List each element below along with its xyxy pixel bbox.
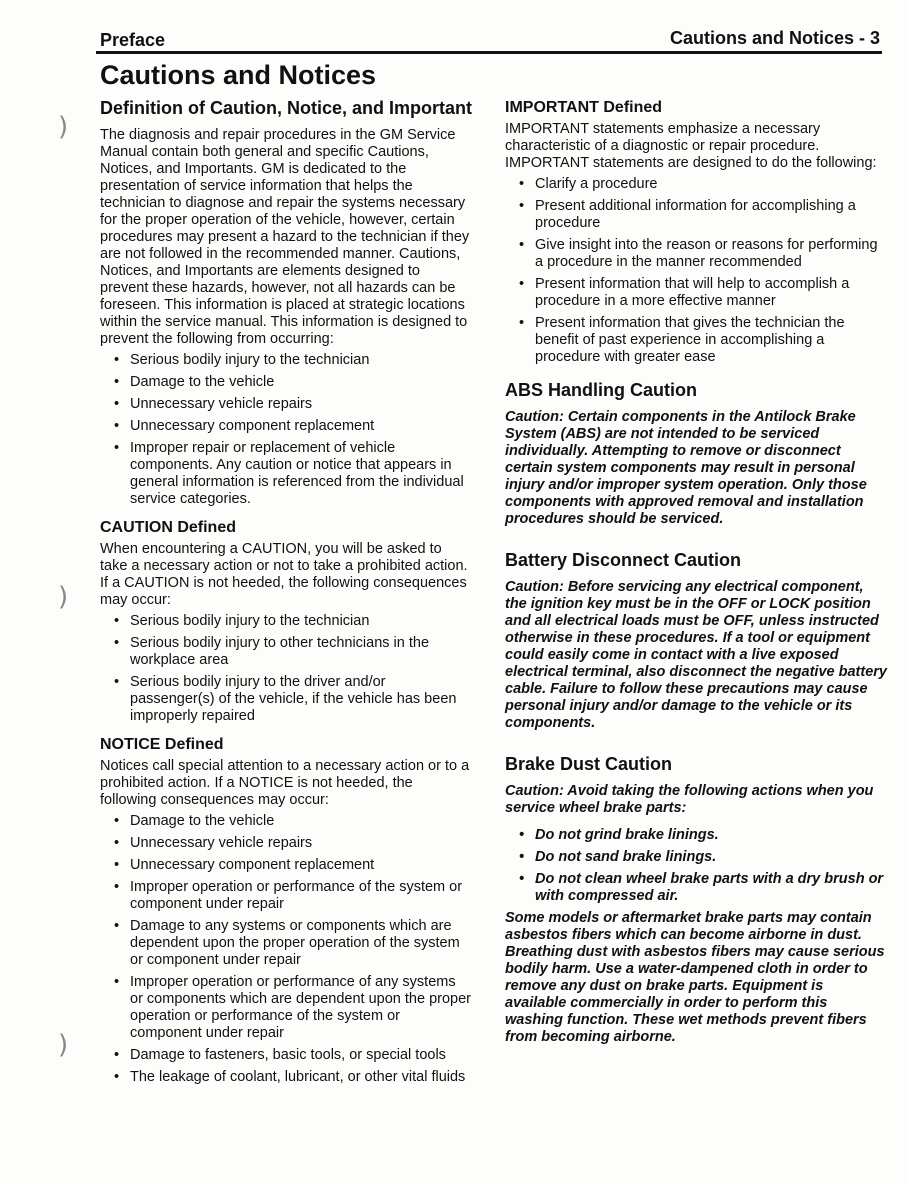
list-item [100,835,472,852]
definition-list [100,352,472,508]
brake-dust-caution: Caution: Avoid taking the following actions when you service wheel brake parts: [505,783,874,816]
bullet-icon: • [114,418,120,434]
list-item [505,276,887,310]
caution-defined-body: When encountering a CAUTION, you will be asked to take a necessary action or not to take a prohibited action. If a CAUTION is not heeded, the following consequences may occur: [100,541,468,608]
definition-heading: Definition of Caution, Notice, and Important [100,98,472,118]
important-defined-list [505,176,887,366]
definition-body: The diagnosis and repair procedures in the GM Service Manual contain both general and specific Cautions, Notices, and Importants. GM is dedicated to the presentation of service information that helps the technician to diagnose and repair the systems necessary for the proper operation of the vehicle, however, certain procedures may present a hazard to the technician if they are not followed in the recommended manner. Cautions, Notices, and Importants are elements designed to prevent these hazards, however, not all hazards can be foreseen. This information is placed at strategic locations within the service manual. This information is designed to prevent the following from occurring: [100,127,470,347]
list-item [100,440,472,508]
list-item [505,871,887,905]
list-item-text: Damage to fasteners, basic tools, or special tools [130,1047,446,1063]
bullet-icon: • [114,635,120,651]
bullet-icon: • [114,918,120,934]
list-item-text: Serious bodily injury to the technician [130,613,370,629]
list-item-text: Improper operation or performance of the system or component under repair [130,879,463,912]
list-item-text: Improper repair or replacement of vehicle components. Any caution or notice that appears in general information is referenced from the individual service categories. [130,440,464,507]
list-item-text: Damage to any systems or components which are dependent upon the proper operation of the system or component under repair [130,918,460,968]
list-item [100,974,472,1042]
list-item-text: Serious bodily injury to the technician [130,352,370,368]
list-item-text: Do not grind brake linings. [535,827,719,843]
list-item-text: Present information that will help to accomplish a procedure in a more effective manner [535,276,850,309]
page-title: Cautions and Notices [100,60,377,90]
abs-caution-text: Caution: Certain components in the Antilock Brake System (ABS) are not intended to be serviced individually. Attempting to remove or disconnect certain system components may result in personal injury and/or improper system operation. Only those components with approved removal and installation procedures should be serviced. [505,409,867,527]
list-item [100,396,472,413]
notice-defined-section [100,735,472,1086]
list-item [100,879,472,913]
notice-defined-list [100,813,472,1086]
definition-section [100,98,472,508]
bullet-icon: • [114,374,120,390]
battery-caution-text: Caution: Before servicing any electrical component, the ignition key must be in the OFF or LOCK position and all electrical loads must be OFF, unless instructed otherwise in these procedures. If a tool or equipment could easily come in contact with a live exposed electrical terminal, also disconnect the negative battery cable. Failure to follow these precautions may cause personal injury and/or damage to the vehicle or its components. [505,579,887,731]
battery-caution-heading: Battery Disconnect Caution [505,550,742,570]
list-item-text: The leakage of coolant, lubricant, or other vital fluids [130,1069,466,1085]
list-item [505,237,887,271]
left-column [100,98,472,1096]
bullet-icon: • [114,879,120,895]
list-item [100,674,472,725]
important-defined-section [505,98,887,366]
list-item [505,176,887,193]
list-item [505,315,887,366]
list-item [100,813,472,830]
running-title: Cautions and Notices - 3 [669,28,880,48]
brake-dust-closing: Some models or aftermarket brake parts may contain asbestos fibers which can become airborne in dust. Breathing dust with asbestos fibers may cause serious bodily harm. Use a water-dampened cloth in order to remove any dust on brake parts. Equipment is available commercially in order to perform this washing function. These wet methods prevent fibers from becoming airborne. [505,910,885,1045]
bullet-icon: • [114,1047,120,1063]
bullet-icon: • [114,835,120,851]
margin-mark: ) [58,112,69,142]
important-defined-heading: IMPORTANT Defined [505,99,663,116]
bullet-icon: • [519,237,525,253]
list-item [505,198,887,232]
abs-caution-heading: ABS Handling Caution [505,380,697,400]
list-item-text: Improper operation or performance of any systems or components which are dependent upon the proper operation or performance of the system or component under repair [130,974,471,1041]
caution-defined-list [100,613,472,725]
bullet-icon: • [114,613,120,629]
header-section: Preface [100,30,166,50]
list-item [100,857,472,874]
list-item [100,635,472,669]
list-item [100,374,472,391]
header-rule [96,51,882,54]
caution-defined-section [100,518,472,725]
list-item [100,352,472,369]
list-item [100,1047,472,1064]
brake-dust-heading: Brake Dust Caution [505,754,673,774]
list-item-text: Damage to the vehicle [130,813,275,829]
list-item-text: Damage to the vehicle [130,374,275,390]
caution-defined-heading: CAUTION Defined [100,519,236,536]
notice-defined-heading: NOTICE Defined [100,736,224,753]
bullet-icon: • [114,974,120,990]
abs-caution-section [505,380,887,528]
important-defined-body: IMPORTANT statements emphasize a necessary characteristic of a diagnostic or repair procedure. IMPORTANT statements are designed to do the following: [505,121,877,171]
bullet-icon: • [519,198,525,214]
bullet-icon: • [114,396,120,412]
bullet-icon: • [519,871,525,887]
bullet-icon: • [114,674,120,690]
list-item-text: Do not clean wheel brake parts with a dry brush or with compressed air. [535,871,884,904]
right-column [505,98,887,1056]
bullet-icon: • [519,176,525,192]
list-item-text: Unnecessary vehicle repairs [130,835,313,851]
list-item-text: Unnecessary vehicle repairs [130,396,313,412]
list-item [505,827,887,844]
list-item [100,613,472,630]
list-item-text: Clarify a procedure [535,176,658,192]
list-item-text: Give insight into the reason or reasons for performing a procedure in the manner recommended [535,237,878,270]
list-item [100,918,472,969]
list-item [505,849,887,866]
brake-dust-section [505,754,887,1046]
margin-mark: ) [58,582,69,612]
notice-defined-body: Notices call special attention to a necessary action or to a prohibited action. If a NOTICE is not heeded, the following consequences may occur: [100,758,470,808]
bullet-icon: • [519,315,525,331]
bullet-icon: • [519,849,525,865]
list-item-text: Unnecessary component replacement [130,857,375,873]
list-item-text: Present additional information for accomplishing a procedure [535,198,856,231]
bullet-icon: • [114,440,120,456]
list-item-text: Serious bodily injury to other technicians in the workplace area [130,635,430,668]
bullet-icon: • [114,352,120,368]
list-item [100,1069,472,1086]
bullet-icon: • [519,827,525,843]
list-item-text: Present information that gives the technician the benefit of past experience in accomplishing a procedure with greater ease [535,315,845,365]
list-item-text: Serious bodily injury to the driver and/or passenger(s) of the vehicle, if the vehicle has been improperly repaired [130,674,457,724]
margin-mark: ) [58,1030,69,1060]
bullet-icon: • [114,857,120,873]
list-item-text: Unnecessary component replacement [130,418,375,434]
list-item-text: Do not sand brake linings. [535,849,717,865]
battery-caution-section [505,550,887,732]
bullet-icon: • [114,813,120,829]
bullet-icon: • [519,276,525,292]
brake-dust-list [505,827,887,905]
bullet-icon: • [114,1069,120,1085]
list-item [100,418,472,435]
